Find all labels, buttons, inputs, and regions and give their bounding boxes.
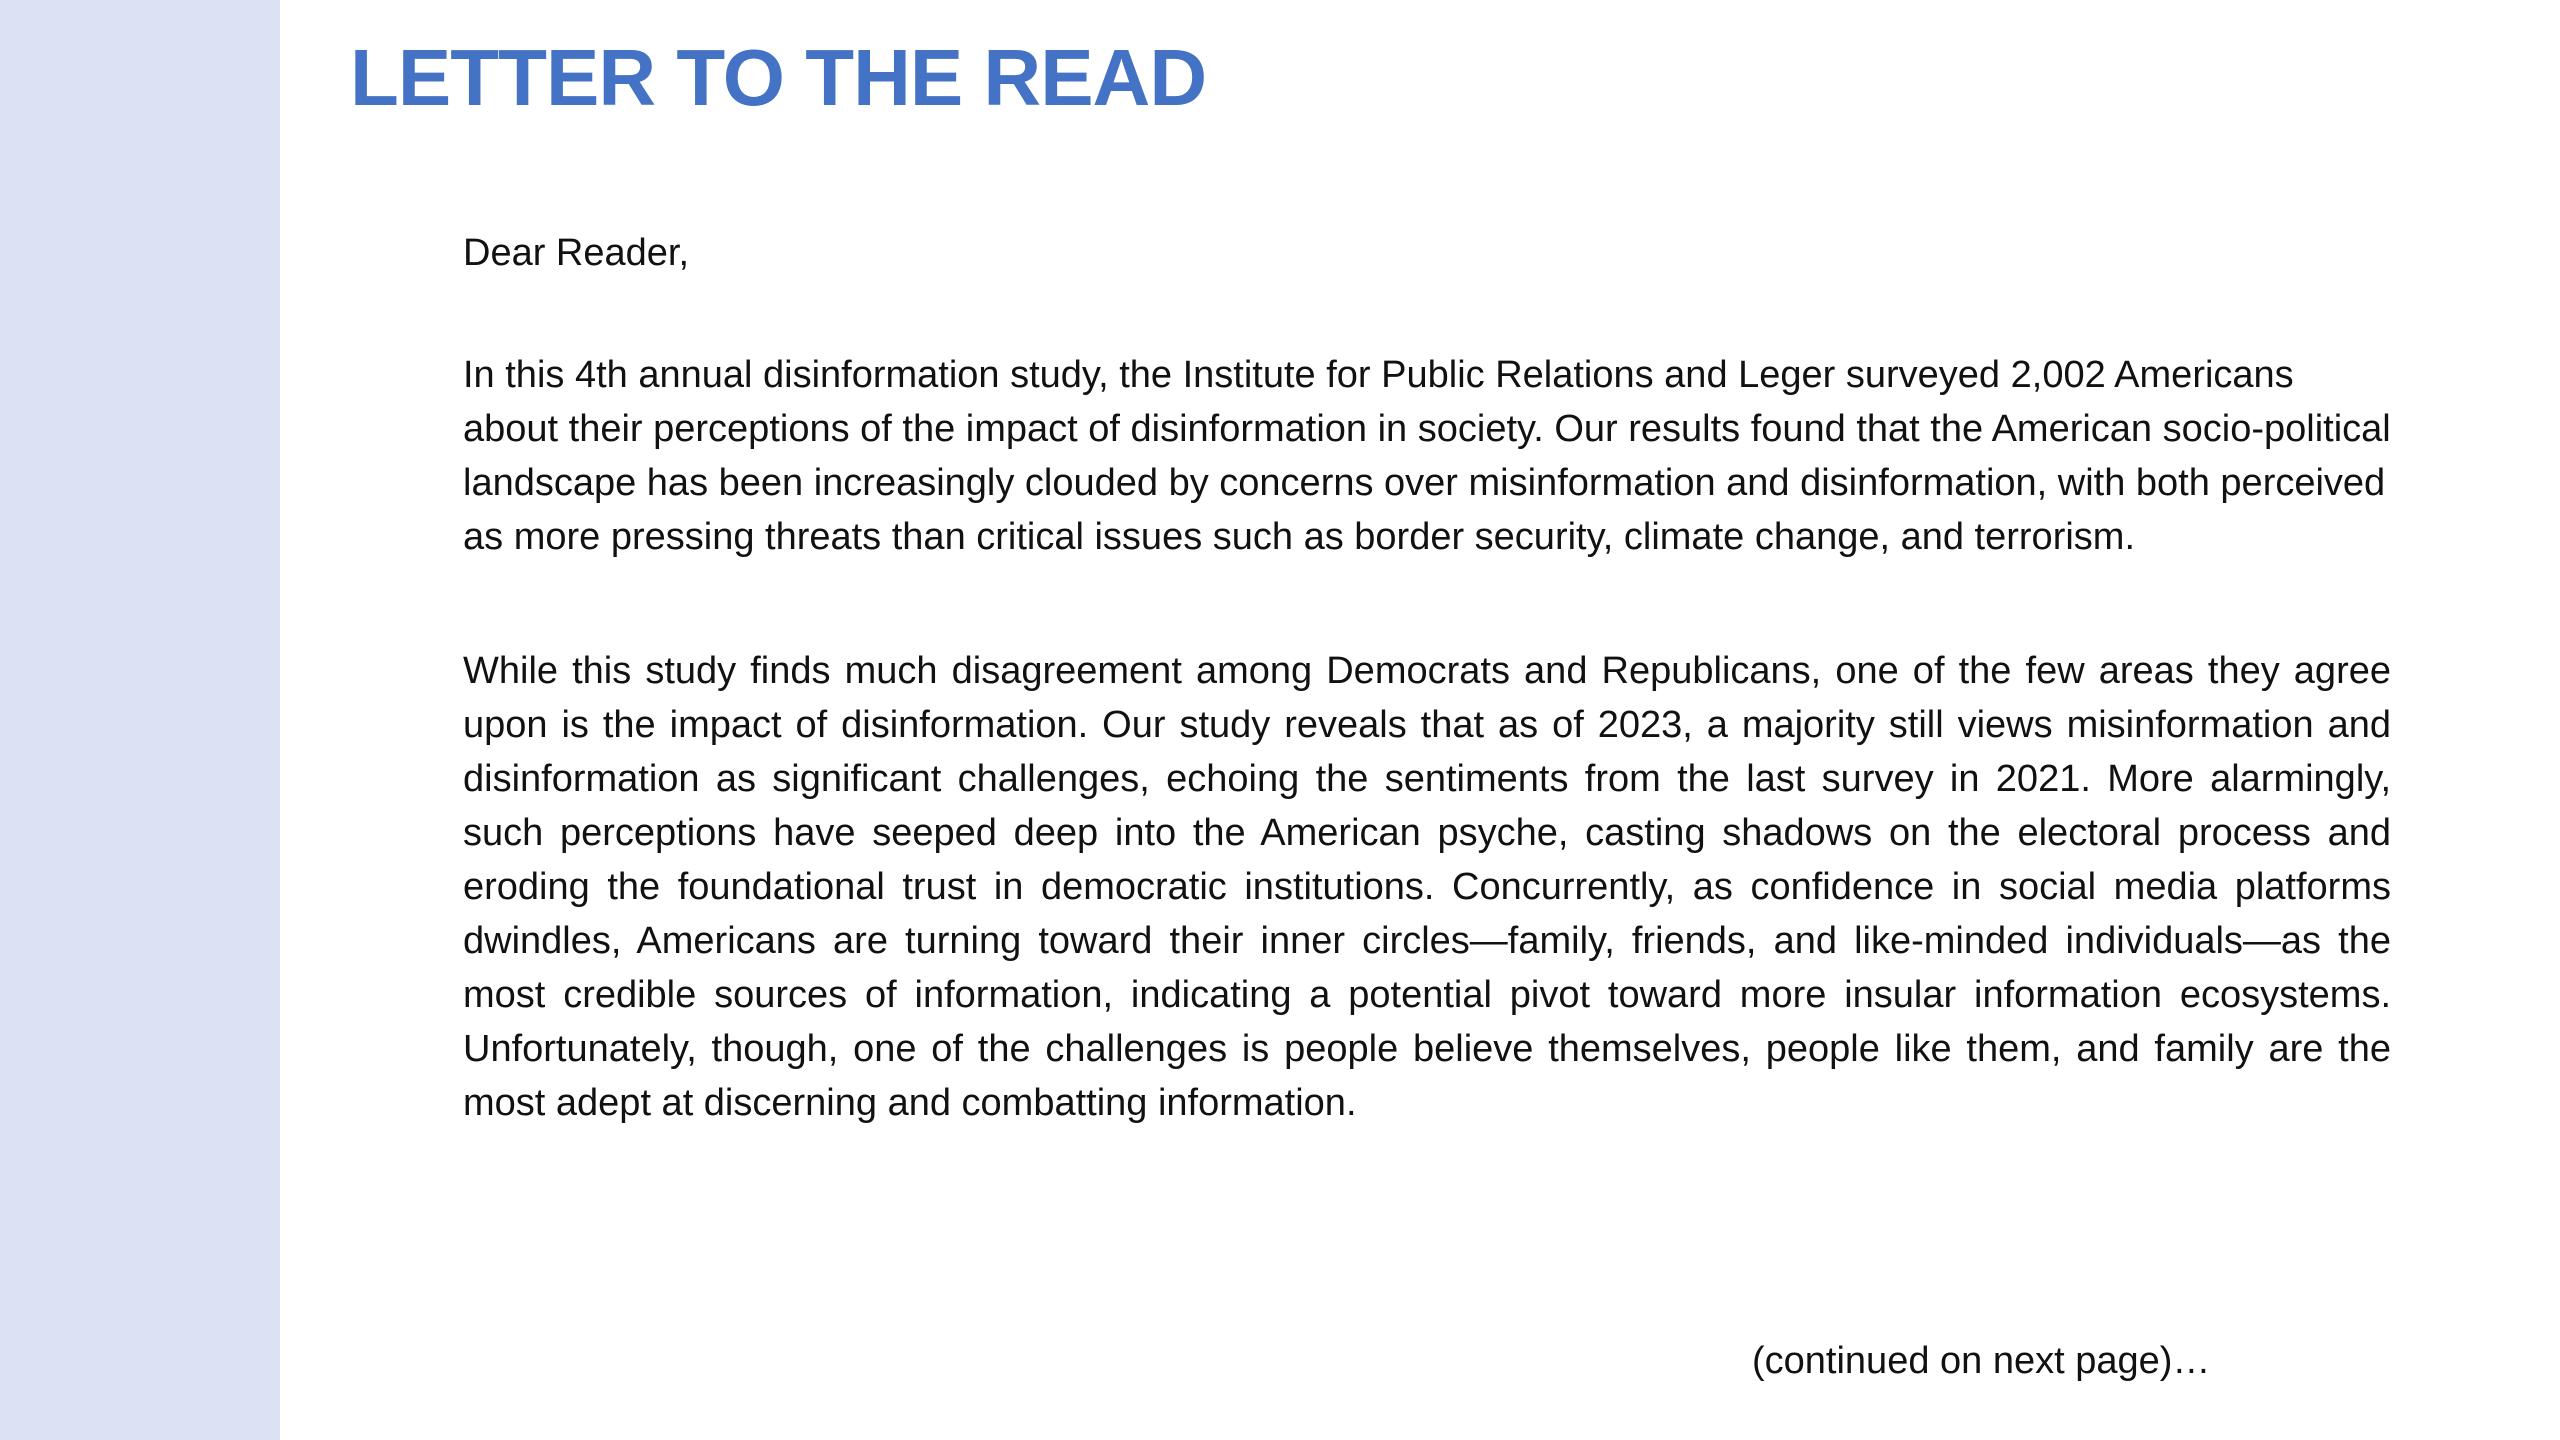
salutation: Dear Reader, bbox=[463, 232, 690, 274]
page-title: LETTER TO THE READ bbox=[350, 33, 1207, 122]
paragraph-1: In this 4th annual disinformation study, the Institute for Public Relations and Leger surveyed 2,002 Americans about their perceptions of the impact of disinformation in society. Our results found that the American socio-political landscape has been increasingly clouded by concerns over misinformation and disinformation, with both perceived as more pressing threats than critical issues such as border security, climate change, and terrorism. bbox=[463, 354, 2391, 558]
side-band bbox=[0, 0, 280, 1440]
letter-body bbox=[463, 226, 2391, 1130]
continued-note: (continued on next page)… bbox=[1752, 1340, 2211, 1382]
paragraph-2: While this study finds much disagreement among Democrats and Republicans, one of the few areas they agree upon is the impact of disinformation. Our study reveals that as of 2023, a majority still views misinformation and disinformation as significant challenges, echoing the sentiments from the last survey in 2021. More alarmingly, such perceptions have seeped deep into the American psyche, casting shadows on the electoral process and eroding the foundational trust in democratic institutions. Concurrently, as confidence in social media platforms dwindles, Americans are turning toward their inner circles—family, friends, and like-minded individuals—as the most credible sources of information, indicating a potential pivot toward more insular information ecosystems. Unfortunately, though, one of the challenges is people believe themselves, people like them, and family are the most adept at discerning and combatting information. bbox=[463, 650, 2391, 1124]
